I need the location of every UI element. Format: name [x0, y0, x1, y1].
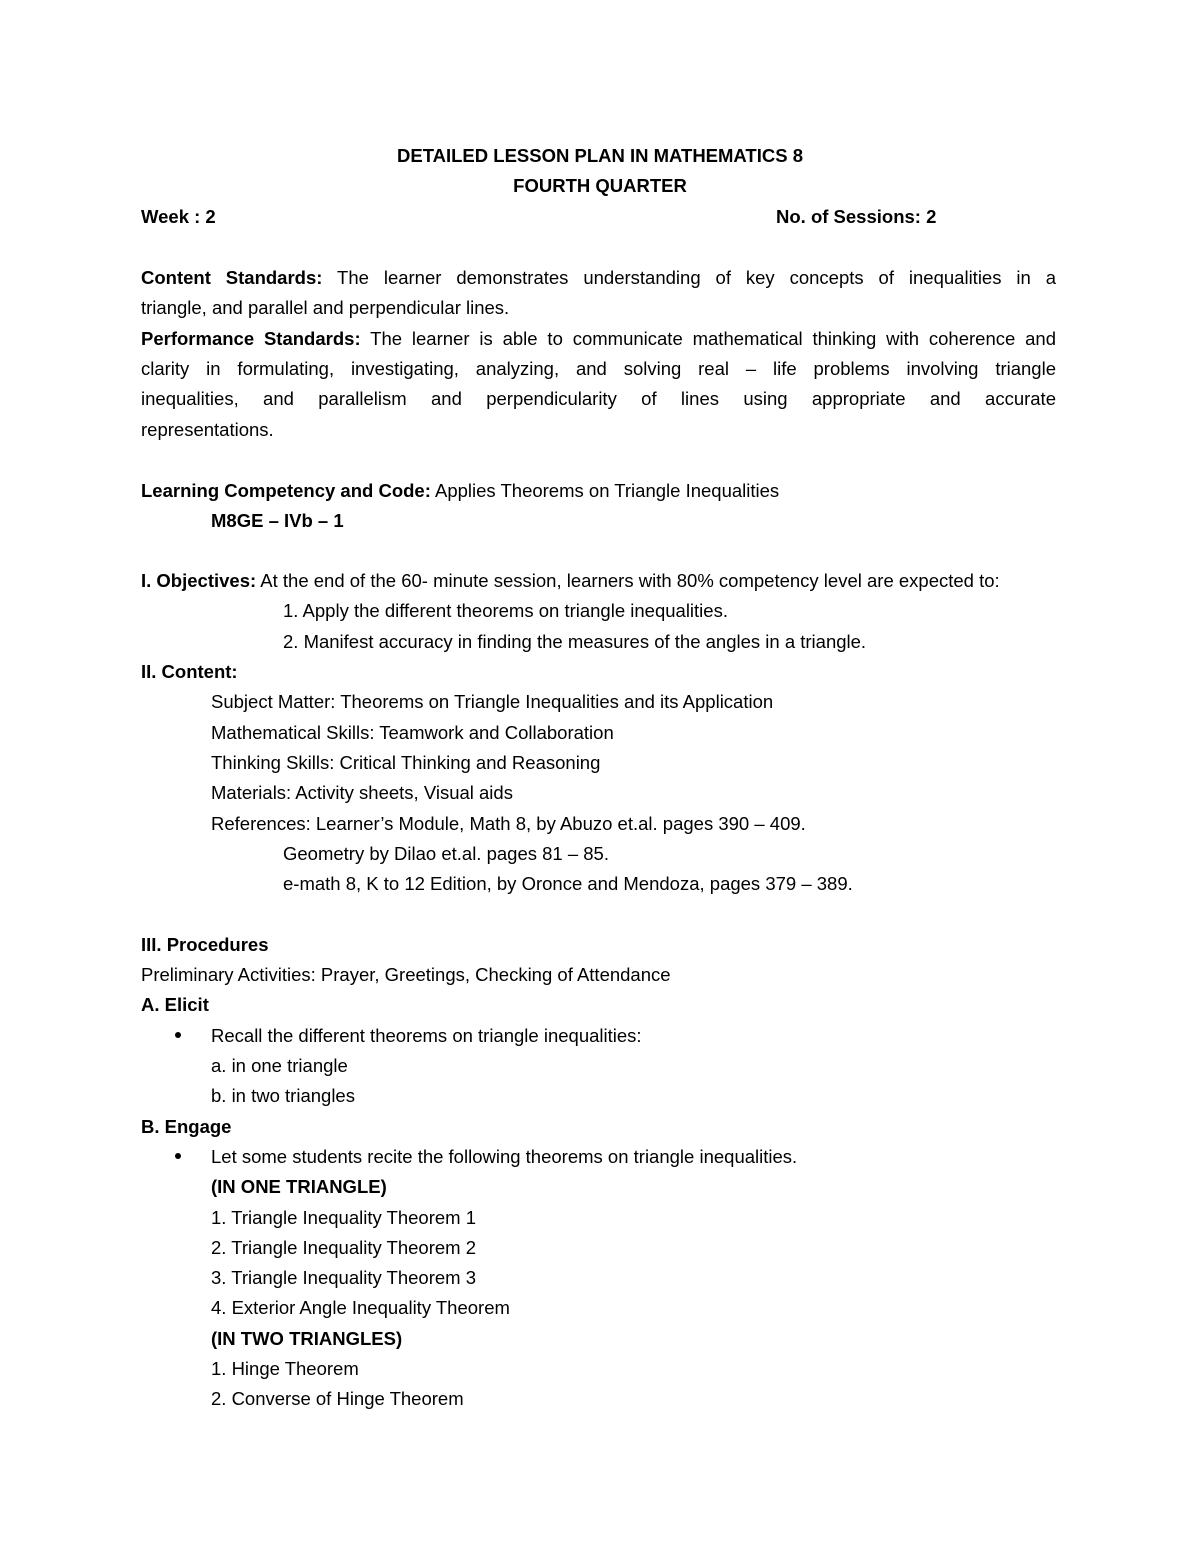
elicit-bullet-text: Recall the different theorems on triangle inequalities: — [211, 1025, 642, 1046]
theorem-item: 1. Hinge Theorem — [211, 1358, 359, 1379]
mathematical-skills: Mathematical Skills: Teamwork and Collaboration — [211, 722, 614, 743]
content-standards-text-1: The learner demonstrates understanding of key concepts of inequalities in a — [337, 267, 1057, 288]
performance-standards-line-2: clarity in formulating, investigating, analyzing, and solving real – life problems involving triangle — [141, 358, 1056, 379]
objective-item: 1. Apply the different theorems on triangle inequalities. — [283, 600, 728, 621]
competency-code: M8GE – IVb – 1 — [211, 510, 344, 531]
engage-bullet-text: Let some students recite the following theorems on triangle inequalities. — [211, 1146, 798, 1167]
sessions-label: No. of Sessions: 2 — [776, 206, 937, 227]
performance-standards-line-1 — [141, 327, 1056, 351]
theorem-item: 2. Converse of Hinge Theorem — [211, 1388, 464, 1409]
competency-line — [141, 479, 779, 503]
objective-item: 2. Manifest accuracy in finding the measures of the angles in a triangle. — [283, 631, 867, 652]
bullet-icon — [175, 1032, 181, 1038]
preliminary-activities: Preliminary Activities: Prayer, Greetings, Checking of Attendance — [141, 964, 671, 985]
objectives-intro: At the end of the 60- minute session, learners with 80% competency level are expected to: — [260, 570, 1000, 591]
one-triangle-label: (IN ONE TRIANGLE) — [211, 1176, 387, 1197]
elicit-item: b. in two triangles — [211, 1085, 355, 1106]
competency-text: Applies Theorems on Triangle Inequalities — [435, 480, 780, 501]
reference-item: Geometry by Dilao et.al. pages 81 – 85. — [283, 843, 609, 864]
theorem-item: 4. Exterior Angle Inequality Theorem — [211, 1297, 510, 1318]
performance-standards-text-1: The learner is able to communicate mathematical thinking with coherence and — [370, 328, 1057, 349]
elicit-item: a. in one triangle — [211, 1055, 348, 1076]
theorem-item: 2. Triangle Inequality Theorem 2 — [211, 1237, 476, 1258]
objectives-line — [141, 569, 1000, 593]
elicit-label: A. Elicit — [141, 994, 209, 1015]
reference-item: References: Learner’s Module, Math 8, by Abuzo et.al. pages 390 – 409. — [211, 813, 806, 834]
quarter-title: FOURTH QUARTER — [513, 175, 687, 196]
content-standards-line-1 — [141, 266, 1056, 290]
theorem-item: 1. Triangle Inequality Theorem 1 — [211, 1207, 476, 1228]
thinking-skills: Thinking Skills: Critical Thinking and Reasoning — [211, 752, 601, 773]
objectives-label: I. Objectives: — [141, 570, 257, 591]
week-label: Week : 2 — [141, 206, 216, 227]
bullet-icon — [175, 1153, 181, 1159]
document-title: DETAILED LESSON PLAN IN MATHEMATICS 8 — [397, 145, 803, 166]
content-label: II. Content: — [141, 661, 238, 682]
engage-label: B. Engage — [141, 1116, 232, 1137]
competency-label: Learning Competency and Code: — [141, 480, 431, 501]
content-standards-line-2: triangle, and parallel and perpendicular lines. — [141, 297, 510, 318]
two-triangles-label: (IN TWO TRIANGLES) — [211, 1328, 403, 1349]
performance-standards-label: Performance Standards: — [141, 328, 361, 349]
theorem-item: 3. Triangle Inequality Theorem 3 — [211, 1267, 476, 1288]
performance-standards-line-4: representations. — [141, 419, 274, 440]
subject-matter: Subject Matter: Theorems on Triangle Inequalities and its Application — [211, 691, 774, 712]
content-standards-label: Content Standards: — [141, 267, 323, 288]
materials: Materials: Activity sheets, Visual aids — [211, 782, 513, 803]
reference-item: e-math 8, K to 12 Edition, by Oronce and Mendoza, pages 379 – 389. — [283, 873, 853, 894]
procedures-label: III. Procedures — [141, 934, 269, 955]
performance-standards-line-3: inequalities, and parallelism and perpendicularity of lines using appropriate and accurate — [141, 388, 1056, 409]
